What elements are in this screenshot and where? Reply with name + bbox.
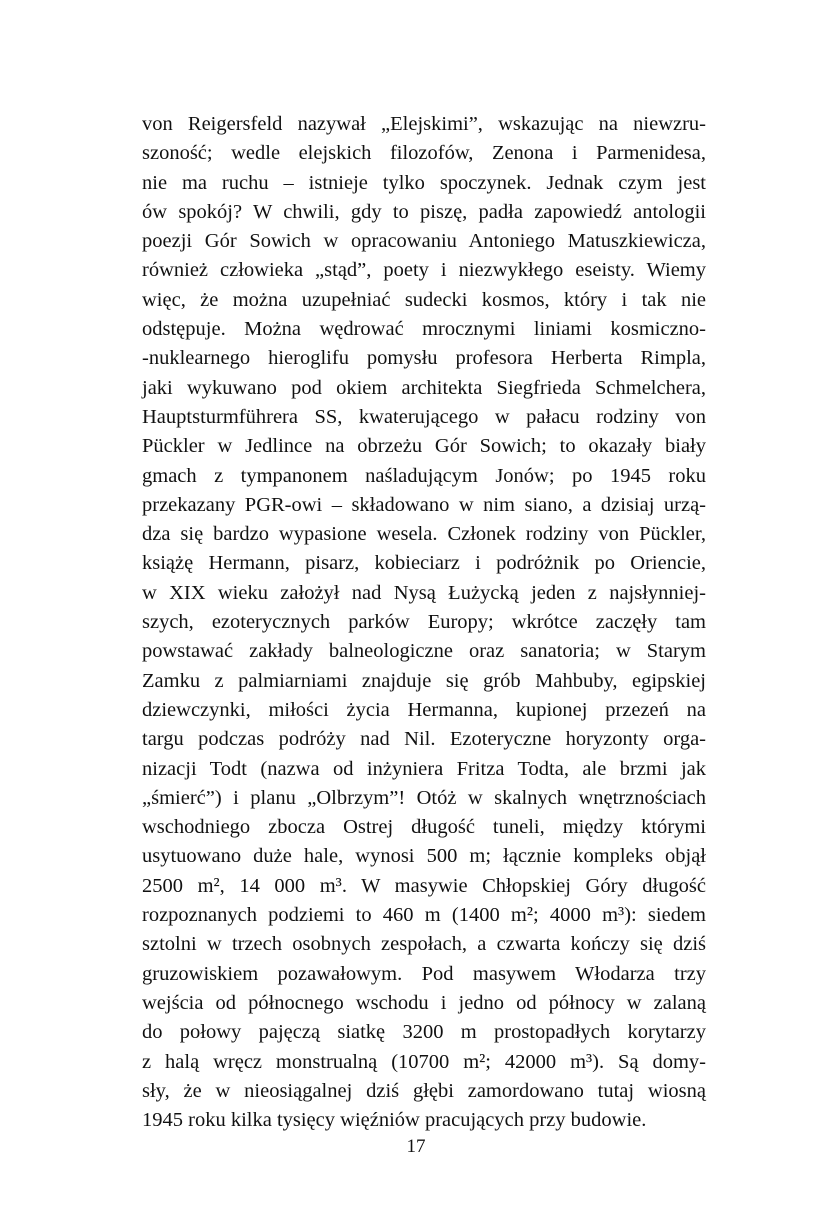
text-line: rozpoznanych podziemi to 460 m (1400 m²; 4000 m³): siedem xyxy=(142,904,706,927)
text-line: jaki wykuwano pod okiem architekta Siegfrieda Schmelchera, xyxy=(142,376,706,399)
text-line: dziewczynki, miłości życia Hermanna, kupionej przezeń na xyxy=(142,698,706,721)
text-line: von Reigersfeld nazywał „Elejskimi”, wskazując na niewzru- xyxy=(142,113,706,135)
text-line: Hauptsturmführera SS, kwaterującego w pałacu rodziny von xyxy=(142,405,706,428)
text-line: „śmierć”) i planu „Olbrzym”! Otóż w skalnych wnętrznościach xyxy=(142,786,706,809)
page-number: 17 xyxy=(406,1136,426,1157)
body-text xyxy=(142,110,706,1135)
text-line: gruzowiskiem pozawałowym. Pod masywem Włodarza trzy xyxy=(142,962,706,985)
text-line: Zamku z palmiarniami znajduje się grób Mahbuby, egipskiej xyxy=(142,669,706,692)
text-line: z halą wręcz monstrualną (10700 m²; 42000 m³). Są domy- xyxy=(142,1050,706,1073)
text-line: 1945 roku kilka tysięcy więźniów pracujących przy budowie. xyxy=(142,1109,647,1132)
text-line: książę Hermann, pisarz, kobieciarz i podróżnik po Oriencie, xyxy=(142,552,706,575)
text-line: -nuklearnego hieroglifu pomysłu profesora Herberta Rimpla, xyxy=(142,347,706,370)
text-line: poezji Gór Sowich w opracowaniu Antoniego Matuszkiewicza, xyxy=(142,230,706,253)
text-line: również człowieka „stąd”, poety i niezwykłego eseisty. Wiemy xyxy=(142,259,706,282)
text-line: Pückler w Jedlince na obrzeżu Gór Sowich; to okazały biały xyxy=(142,435,706,458)
text-line: 2500 m², 14 000 m³. W masywie Chłopskiej Góry długość xyxy=(142,874,706,897)
text-line: ów spokój? W chwili, gdy to piszę, padła zapowiedź antologii xyxy=(142,200,706,223)
text-line: szoność; wedle elejskich filozofów, Zenona i Parmenidesa, xyxy=(142,142,706,165)
text-line: powstawać zakłady balneologiczne oraz sanatoria; w Starym xyxy=(142,640,706,663)
text-line: targu podczas podróży nad Nil. Ezoteryczne horyzonty orga- xyxy=(142,728,706,751)
text-line: nie ma ruchu – istnieje tylko spoczynek. Jednak czym jest xyxy=(142,171,706,194)
text-line: dza się bardzo wypasione wesela. Członek rodziny von Pückler, xyxy=(142,523,706,546)
text-line: wejścia od północnego wschodu i jedno od północy w zalaną xyxy=(142,991,706,1014)
text-line: przekazany PGR-owi – składowano w nim siano, a dzisiaj urzą- xyxy=(142,493,706,516)
text-line: sztolni w trzech osobnych zespołach, a czwarta kończy się dziś xyxy=(142,933,706,956)
text-line: do połowy pajęczą siatkę 3200 m prostopadłych korytarzy xyxy=(142,1021,706,1044)
text-line: szych, ezoterycznych parków Europy; wkrótce zaczęły tam xyxy=(142,611,706,634)
text-line: usytuowano duże hale, wynosi 500 m; łącznie kompleks objął xyxy=(142,845,706,868)
text-line: w XIX wieku założył nad Nysą Łużycką jeden z najsłynniej- xyxy=(142,581,706,604)
text-line: nizacji Todt (nazwa od inżyniera Fritza Todta, ale brzmi jak xyxy=(142,757,706,780)
text-line: wschodniego zbocza Ostrej długość tuneli, między którymi xyxy=(142,816,706,839)
text-line: gmach z tympanonem naśladującym Jonów; po 1945 roku xyxy=(142,464,706,487)
text-line: sły, że w nieosiągalnej dziś głębi zamordowano tutaj wiosną xyxy=(142,1079,706,1102)
text-line: odstępuje. Można wędrować mrocznymi liniami kosmiczno- xyxy=(142,318,706,341)
text-line: więc, że można uzupełniać sudecki kosmos, który i tak nie xyxy=(142,288,706,311)
